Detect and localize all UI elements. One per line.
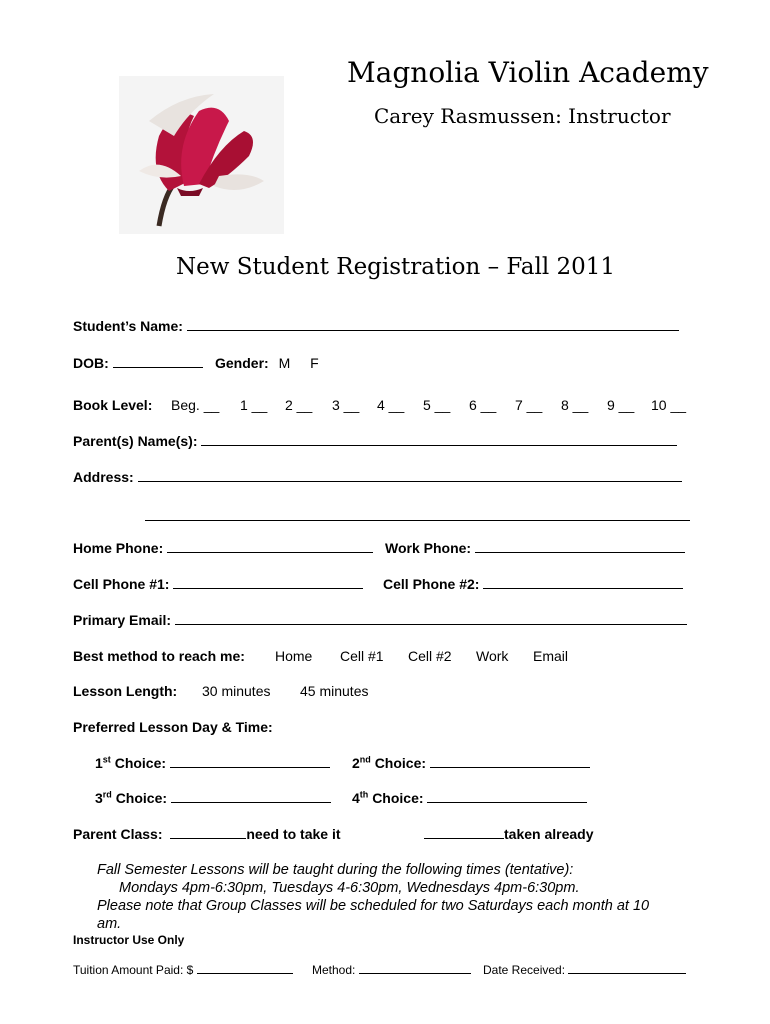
choice-3-field[interactable]	[171, 790, 331, 803]
length-option-45[interactable]: 45 minutes	[300, 683, 369, 699]
academy-name: Magnolia Violin Academy	[347, 56, 709, 89]
email-field[interactable]	[175, 612, 687, 625]
parents-label: Parent(s) Name(s):	[73, 433, 198, 449]
best-method-label: Best method to reach me:	[73, 648, 245, 664]
choice-2-row	[352, 755, 590, 771]
method-option-cell1[interactable]: Cell #1	[340, 648, 384, 664]
need-to-take-field[interactable]	[170, 826, 246, 839]
method-label: Method:	[312, 963, 356, 977]
schedule-note-line3: Please note that Group Classes will be scheduled for two Saturdays each month at 10	[97, 898, 650, 914]
work-phone-row	[385, 540, 685, 556]
book-option[interactable]: 6 __	[469, 397, 497, 413]
book-option[interactable]: 7 __	[515, 397, 543, 413]
gender-m-option[interactable]: M	[278, 355, 291, 371]
gender-f-option[interactable]: F	[310, 355, 319, 371]
choice-1-row	[95, 755, 330, 771]
parents-field[interactable]	[201, 433, 677, 446]
book-option[interactable]: 8 __	[561, 397, 589, 413]
choice-3-number: 3	[95, 790, 103, 806]
book-option[interactable]: Beg. __	[171, 397, 220, 413]
choice-4-field[interactable]	[427, 790, 587, 803]
home-phone-field[interactable]	[167, 540, 373, 553]
book-option[interactable]: 4 __	[377, 397, 405, 413]
choice-1-field[interactable]	[170, 755, 330, 768]
parent-class-label: Parent Class:	[73, 826, 163, 842]
cell1-label: Cell Phone #1:	[73, 576, 170, 592]
gender-row	[215, 355, 319, 371]
instructor-use-heading: Instructor Use Only	[73, 933, 185, 947]
preferred-label: Preferred Lesson Day & Time:	[73, 719, 273, 735]
book-option[interactable]: 9 __	[607, 397, 635, 413]
parent-class-row	[73, 826, 341, 842]
method-option-email[interactable]: Email	[533, 648, 569, 664]
lesson-length-label: Lesson Length:	[73, 683, 178, 699]
choice-4-number: 4	[352, 790, 360, 806]
choice-3-label: Choice:	[115, 790, 168, 806]
book-option[interactable]: 10 __	[651, 397, 687, 413]
length-option-30[interactable]: 30 minutes	[202, 683, 271, 699]
parents-row	[73, 433, 677, 449]
address-label: Address:	[73, 469, 134, 485]
tuition-field[interactable]	[197, 963, 293, 974]
taken-already-field[interactable]	[424, 826, 504, 839]
instructor-name: Carey Rasmussen: Instructor	[374, 104, 671, 128]
gender-label: Gender:	[215, 355, 269, 371]
email-label: Primary Email:	[73, 612, 172, 628]
work-phone-field[interactable]	[475, 540, 685, 553]
home-phone-row	[73, 540, 373, 556]
taken-already-row	[424, 826, 594, 842]
choice-1-number: 1	[95, 755, 103, 771]
email-row	[73, 612, 687, 628]
choice-1-label: Choice:	[114, 755, 167, 771]
method-option-work[interactable]: Work	[476, 648, 509, 664]
dob-label: DOB:	[73, 355, 109, 371]
method-field[interactable]	[359, 963, 471, 974]
work-phone-label: Work Phone:	[385, 540, 472, 556]
schedule-note-line4: am.	[97, 916, 122, 932]
cell1-row	[73, 576, 363, 592]
cell2-row	[383, 576, 683, 592]
student-name-label: Student’s Name:	[73, 318, 183, 334]
choice-3-suffix: rd	[102, 789, 112, 800]
cell1-field[interactable]	[173, 576, 363, 589]
book-option[interactable]: 2 __	[285, 397, 313, 413]
book-option[interactable]: 5 __	[423, 397, 451, 413]
address-field-line2[interactable]	[145, 508, 690, 521]
address-row	[73, 469, 682, 485]
choice-2-number: 2	[352, 755, 360, 771]
dob-field[interactable]	[113, 355, 203, 368]
schedule-note-line2: Mondays 4pm-6:30pm, Tuesdays 4-6:30pm, Wednesdays 4pm-6:30pm.	[119, 880, 580, 896]
schedule-note-line1: Fall Semester Lessons will be taught during the following times (tentative):	[97, 862, 574, 878]
choice-3-row	[95, 790, 331, 806]
choice-1-suffix: st	[102, 754, 111, 765]
cell2-label: Cell Phone #2:	[383, 576, 480, 592]
book-level-label: Book Level:	[73, 397, 153, 413]
book-option[interactable]: 1 __	[240, 397, 268, 413]
method-row	[312, 963, 471, 977]
home-phone-label: Home Phone:	[73, 540, 164, 556]
date-received-label: Date Received:	[483, 963, 566, 977]
method-option-home[interactable]: Home	[275, 648, 313, 664]
choice-2-field[interactable]	[430, 755, 590, 768]
address-field-line1[interactable]	[138, 469, 682, 482]
need-to-take-label: need to take it	[246, 826, 341, 842]
form-title: New Student Registration – Fall 2011	[176, 254, 616, 280]
cell2-field[interactable]	[483, 576, 683, 589]
method-option-cell2[interactable]: Cell #2	[408, 648, 452, 664]
date-received-field[interactable]	[568, 963, 686, 974]
book-option[interactable]: 3 __	[332, 397, 360, 413]
date-received-row	[483, 963, 686, 977]
tuition-label: Tuition Amount Paid: $	[73, 963, 194, 977]
choice-4-suffix: th	[359, 789, 369, 800]
choice-4-row	[352, 790, 587, 806]
magnolia-flower-image	[119, 76, 284, 234]
student-name-field[interactable]	[187, 318, 679, 331]
dob-row	[73, 355, 203, 371]
tuition-row	[73, 963, 293, 977]
taken-already-label: taken already	[504, 826, 594, 842]
choice-2-label: Choice:	[374, 755, 427, 771]
choice-2-suffix: nd	[359, 754, 371, 765]
choice-4-label: Choice:	[372, 790, 424, 806]
student-name-row	[73, 318, 679, 334]
